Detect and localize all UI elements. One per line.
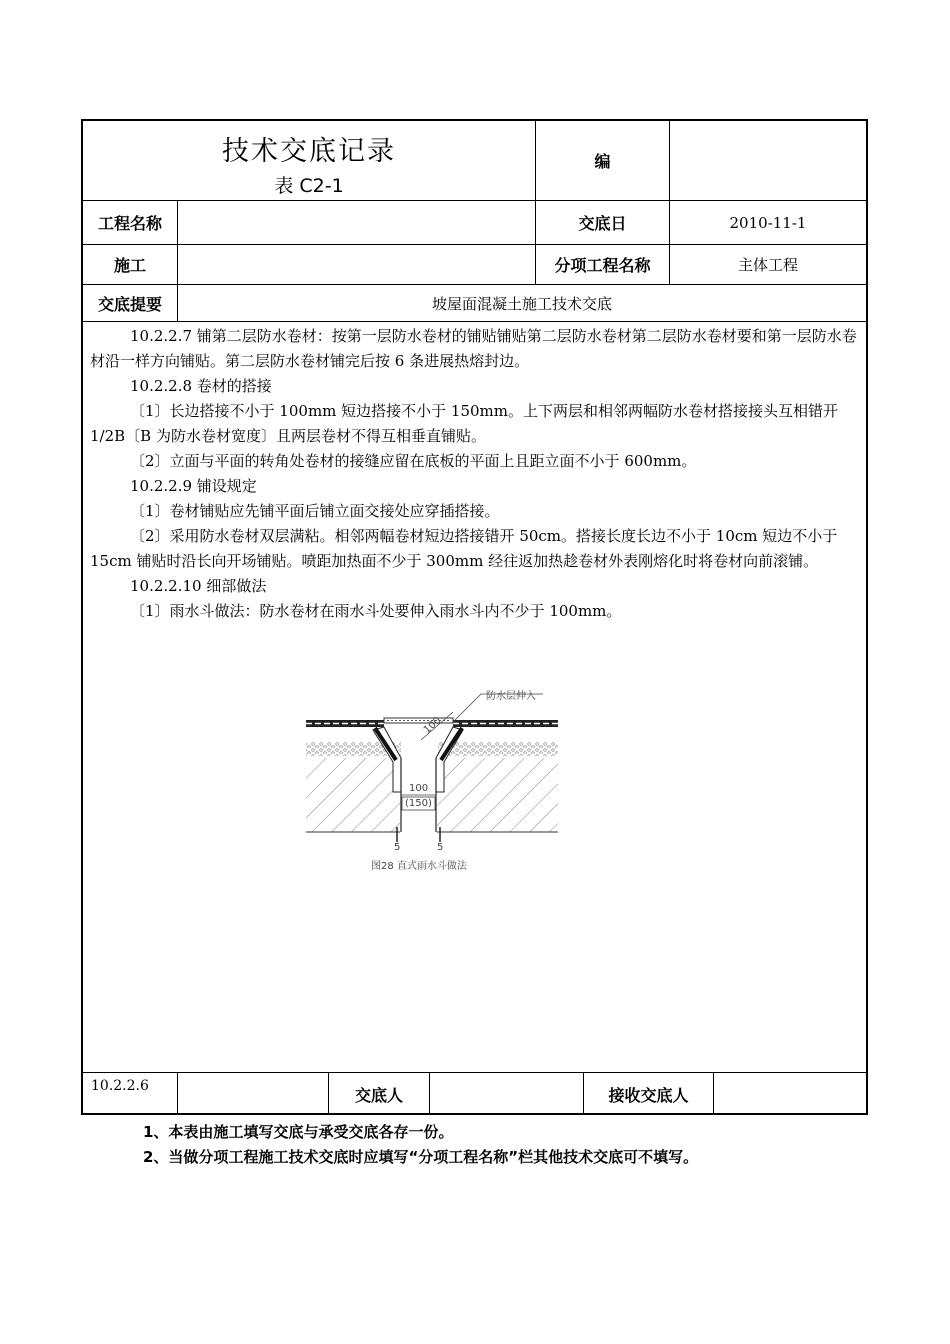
date-value[interactable]: 2010-11-1 xyxy=(729,213,807,232)
subitem-value[interactable]: 主体工程 xyxy=(737,256,798,274)
note-item: 2、当做分项工程施工技术交底时应填写“分项工程名称”栏其他技术交底可不填写。 xyxy=(143,1148,699,1166)
receiver-value[interactable] xyxy=(714,1074,866,1114)
blank-cell xyxy=(178,1074,328,1114)
project-name-label: 工程名称 xyxy=(97,214,162,233)
section-mark-right: 5 xyxy=(437,842,444,853)
subitem-label: 分项工程名称 xyxy=(554,256,651,275)
paragraph: 〔2〕采用防水卷材双层满粘。相邻两幅卷材短边搭接错开 50cm。搭接长度长边不小于 10cm 短边不小于 15cm 铺贴时沿长向开场铺贴。喷距加热面不少于 300mm 经往返加热趁卷材外表刚熔化时将卷材向前滚铺。 xyxy=(90,527,838,570)
row-divider xyxy=(81,321,868,322)
disclosure-content xyxy=(90,324,860,624)
corner-text: 10.2.2.6 xyxy=(91,1078,149,1094)
paragraph: 10.2.2.7 铺第二层防水卷材：按第一层防水卷材的铺贴铺贴第二层防水卷材第二层防水卷材要和第一层防水卷材沿一样方向铺贴。第二层防水卷材铺完后按 6 条进展热熔封边。 xyxy=(90,327,857,370)
paragraph: 〔1〕雨水斗做法：防水卷材在雨水斗处要伸入雨水斗内不少于 100mm。 xyxy=(130,602,622,620)
bian-label: 编 xyxy=(594,152,611,171)
paragraph: 10.2.2.9 铺设规定 xyxy=(130,477,257,495)
paragraph: 〔2〕立面与平面的转角处卷材的接缝应留在底板的平面上且距立面不小于 600mm。 xyxy=(130,452,697,470)
note-item: 1、本表由施工填写交底与承受交底各存一份。 xyxy=(143,1123,454,1141)
form-notes xyxy=(143,1120,698,1170)
paragraph: 10.2.2.8 卷材的搭接 xyxy=(130,377,272,395)
row-divider xyxy=(81,1072,868,1073)
document-title: 技术交底记录 xyxy=(222,135,396,167)
construction-label: 施工 xyxy=(113,256,146,275)
paragraph: 〔1〕卷材铺贴应先铺平面后铺立面交接处应穿插搭接。 xyxy=(130,502,500,520)
figure-caption: 图28 直式雨水斗做法 xyxy=(371,861,467,872)
callout-label: 防水层伸入 xyxy=(486,691,536,702)
bian-value[interactable] xyxy=(670,121,866,200)
presenter-value[interactable] xyxy=(430,1074,583,1114)
summary-value[interactable]: 坡屋面混凝土施工技术交底 xyxy=(431,294,612,313)
width-dimension-alt: (150) xyxy=(405,798,432,809)
paragraph: 10.2.2.10 细部做法 xyxy=(130,577,267,595)
slope-dimension: 100 xyxy=(421,715,444,736)
project-name-value[interactable] xyxy=(178,201,535,244)
construction-value[interactable] xyxy=(178,245,535,284)
receiver-label: 接收交底人 xyxy=(608,1085,689,1105)
form-number: 表 C2-1 xyxy=(274,174,344,197)
width-dimension: 100 xyxy=(409,783,429,794)
date-label: 交底日 xyxy=(578,214,627,233)
paragraph: 〔1〕长边搭接不小于 100mm 短边搭接不小于 150mm。上下两层和相邻两幅防水卷材搭接接头互相错开 1/2B〔B 为防水卷材宽度〕且两层卷材不得互相垂直铺贴。 xyxy=(90,402,839,445)
section-mark-left: 5 xyxy=(394,842,401,853)
summary-label: 交底提要 xyxy=(97,294,162,314)
roof-drain-figure xyxy=(303,682,561,872)
presenter-label: 交底人 xyxy=(354,1085,403,1105)
roof-drain-drawing xyxy=(303,682,561,872)
